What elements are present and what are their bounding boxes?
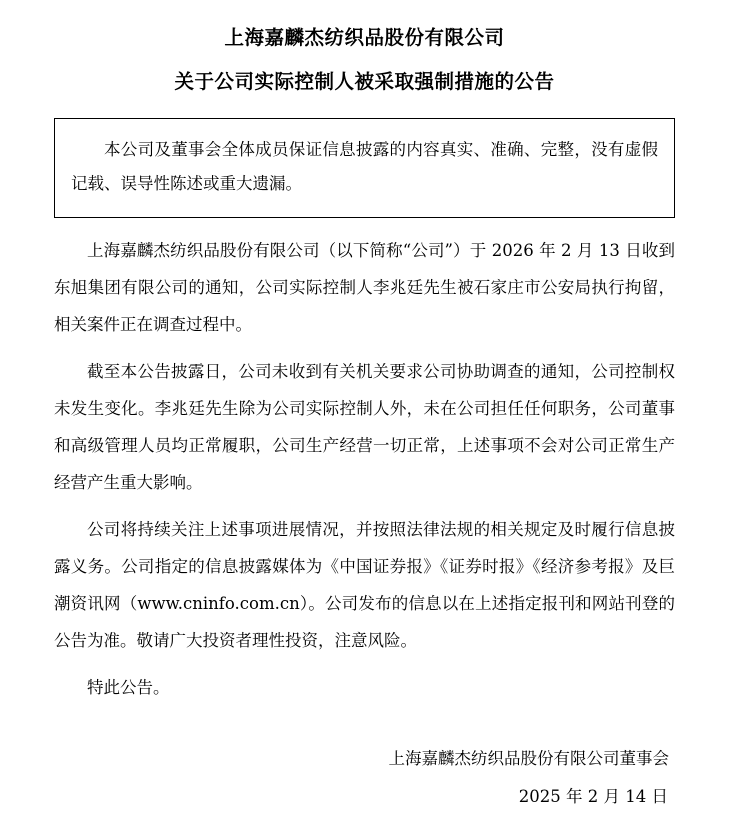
signature-company: 上海嘉麟杰纺织品股份有限公司董事会 [388, 749, 669, 768]
title-line-subject: 关于公司实际控制人被采取强制措施的公告 [174, 70, 555, 93]
disclosure-statement-box [54, 118, 675, 218]
paragraph-2: 截至本公告披露日，公司未收到有关机关要求公司协助调查的通知，公司控制权未发生变化。李兆廷先生除为公司实际控制人外，未在公司担任任何职务，公司董事和高级管理人员均正常履职，公司生产经营一切正常，上述事项不会对公司正常生产经营产生重大影响。 [54, 362, 675, 492]
paragraph-3: 公司将持续关注上述事项进展情况，并按照法律法规的相关规定及时履行信息披露义务。公司指定的信息披露媒体为《中国证券报》《证券时报》《经济参考报》及巨潮资讯网（www.cninfo.com.cn）。公司发布的信息以在上述指定报刊和网站刊登的公告为准。敬请广大投资者理性投资，注意风险。 [54, 520, 675, 650]
signature-block [54, 740, 675, 816]
paragraph-4: 特此公告。 [87, 678, 170, 697]
paragraph-1: 上海嘉麟杰纺织品股份有限公司（以下简称“公司”）于 2026 年 2 月 13 日收到东旭集团有限公司的通知，公司实际控制人李兆廷先生被石家庄市公安局执行拘留，相关案件正在调查过程中。 [54, 241, 675, 334]
title-line-company: 上海嘉麟杰纺织品股份有限公司 [224, 26, 505, 49]
document-title [54, 18, 675, 102]
signature-date: 2025 年 2 月 14 日 [518, 787, 668, 806]
disclosure-statement-text: 本公司及董事会全体成员保证信息披露的内容真实、准确、完整，没有虚假记载、误导性陈述或重大遗漏。 [71, 140, 658, 193]
